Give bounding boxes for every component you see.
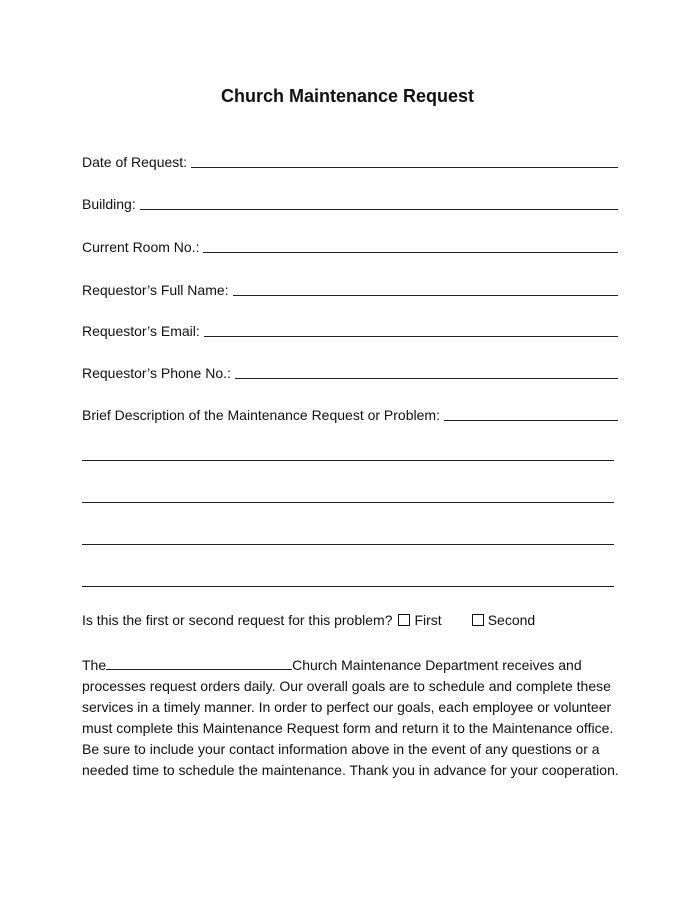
paragraph-prefix: The: [82, 657, 107, 673]
option-label: Second: [487, 612, 536, 628]
description-blank-line[interactable]: [82, 544, 614, 545]
checkbox-icon[interactable]: [398, 614, 410, 626]
instructions-paragraph: [82, 655, 622, 781]
description-blank-line[interactable]: [82, 502, 614, 503]
paragraph-body: Church Maintenance Department receives and processes request orders daily. Our overall goals are to schedule and complete these services in a timely manner. In order to perfect our goals, each employee or volunteer must complete this Maintenance Request form and return it to the Maintenance office. Be sure to include your contact information above in the event of any questions or a needed time to schedule the maintenance. Thank you in advance for your cooperation.: [82, 657, 619, 778]
description-field[interactable]: [82, 403, 618, 423]
checkbox-icon[interactable]: [472, 614, 484, 626]
request-count-question: [82, 612, 535, 628]
building-input-line[interactable]: [140, 208, 618, 210]
field-label: Brief Description of the Maintenance Request or Problem:: [82, 407, 440, 423]
field-label: Requestor’s Full Name:: [82, 282, 229, 298]
field-label: Requestor’s Phone No.:: [82, 365, 231, 381]
first-request-option[interactable]: [392, 612, 441, 628]
church-name-blank[interactable]: [106, 656, 292, 670]
building-field[interactable]: [82, 192, 618, 212]
email-field[interactable]: [82, 319, 618, 339]
field-label: Building:: [82, 196, 136, 212]
field-label: Current Room No.:: [82, 239, 200, 255]
phone-input-line[interactable]: [235, 377, 618, 379]
current-room-field[interactable]: [82, 235, 618, 255]
description-input-line[interactable]: [444, 419, 618, 421]
full-name-input-line[interactable]: [233, 294, 618, 296]
date-of-request-input-line[interactable]: [191, 166, 618, 168]
field-label: Date of Request:: [82, 154, 188, 170]
document-title: Church Maintenance Request: [220, 86, 475, 106]
option-label: First: [414, 612, 442, 628]
full-name-field[interactable]: [82, 278, 618, 298]
field-label: Requestor’s Email:: [82, 323, 200, 339]
current-room-input-line[interactable]: [203, 251, 618, 253]
description-blank-line[interactable]: [82, 460, 614, 461]
phone-field[interactable]: [82, 361, 618, 381]
second-request-option[interactable]: [466, 612, 535, 628]
description-blank-line[interactable]: [82, 586, 614, 587]
question-text: Is this the first or second request for this problem?: [82, 612, 393, 628]
date-of-request-field[interactable]: [82, 150, 618, 170]
email-input-line[interactable]: [204, 335, 618, 337]
